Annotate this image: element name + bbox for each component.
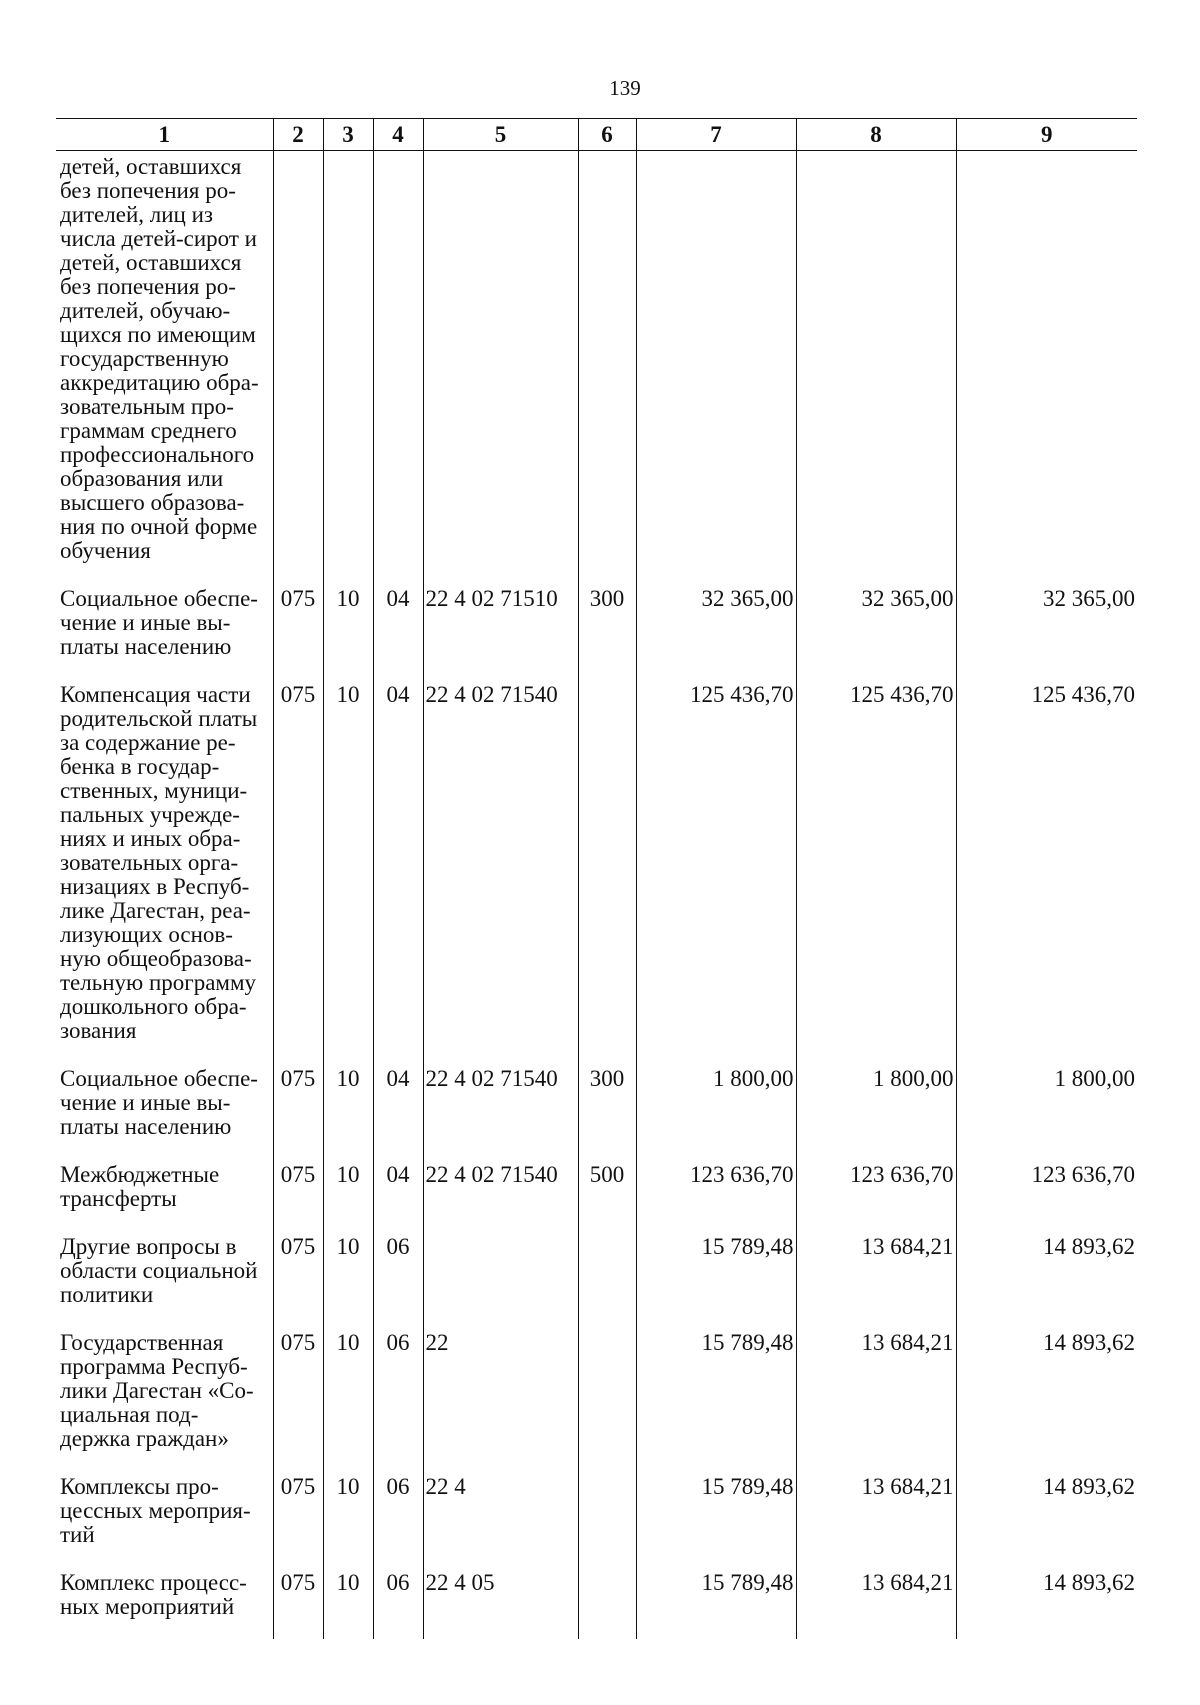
cell-subsection: 06 (373, 1471, 423, 1567)
cell-name-line: ных мероприятий (60, 1594, 235, 1619)
cell-name-line: обучения (60, 538, 151, 563)
cell-name-line: дителей, обучаю- (60, 298, 231, 323)
cell-name-line: Межбюджетные (60, 1162, 220, 1187)
cell-name-line: ния по очной форме (60, 514, 258, 539)
cell-expense-type (578, 679, 636, 1063)
cell-subsection: 06 (373, 1327, 423, 1471)
cell-amount-col7: 15 789,48 (636, 1471, 796, 1567)
cell-ministry-code: 075 (273, 679, 323, 1063)
cell-name-line: детей, оставшихся (60, 250, 242, 275)
cell-name-line: Комплекс процесс- (60, 1570, 247, 1595)
cell-target-article: 22 4 05 (423, 1567, 578, 1639)
cell-name-line: без попечения ро- (60, 178, 236, 203)
cell-amount-col8: 13 684,21 (796, 1327, 956, 1471)
cell-name-line: области социальной (60, 1258, 258, 1283)
cell-amount-col7 (636, 151, 796, 584)
cell-amount-col8 (796, 151, 956, 584)
cell-name-line: Государственная (60, 1330, 224, 1355)
cell-section: 10 (323, 1567, 373, 1639)
cell-name-line: зования (60, 1018, 137, 1043)
cell-expense-type (578, 151, 636, 584)
cell-name-line: дошкольного обра- (60, 994, 247, 1019)
cell-target-article: 22 (423, 1327, 578, 1471)
cell-name-line: зовательным про- (60, 394, 234, 419)
cell-subsection: 06 (373, 1567, 423, 1639)
cell-section: 10 (323, 583, 373, 679)
cell-section (323, 151, 373, 584)
page-number: 139 (609, 76, 641, 100)
cell-name-line: дителей, лиц из (60, 202, 214, 227)
cell-ministry-code: 075 (273, 1159, 323, 1231)
cell-amount-col9: 14 893,62 (956, 1471, 1137, 1567)
cell-name-line: тельную программу (60, 970, 257, 995)
cell-name-line: программа Респуб- (60, 1354, 248, 1379)
cell-amount-col7: 15 789,48 (636, 1567, 796, 1639)
table-row (56, 1231, 1137, 1327)
cell-amount-col7: 123 636,70 (636, 1159, 796, 1231)
table-row (56, 1567, 1137, 1639)
table-body (56, 151, 1137, 1640)
cell-name (56, 151, 273, 584)
col-header-8: 8 (796, 119, 956, 151)
cell-subsection: 04 (373, 1063, 423, 1159)
table-row (56, 679, 1137, 1063)
cell-name-line: политики (60, 1282, 154, 1307)
cell-expense-type: 500 (578, 1159, 636, 1231)
cell-target-article: 22 4 02 71540 (423, 1159, 578, 1231)
cell-target-article: 22 4 02 71540 (423, 1063, 578, 1159)
cell-name-line: профессионального (60, 442, 255, 467)
cell-subsection (373, 151, 423, 584)
cell-name-line: бенка в государ- (60, 754, 220, 779)
col-header-4: 4 (373, 119, 423, 151)
col-header-5: 5 (423, 119, 578, 151)
col-header-6: 6 (578, 119, 636, 151)
cell-name-line: за содержание ре- (60, 730, 236, 755)
cell-ministry-code: 075 (273, 1231, 323, 1327)
cell-name-line: Компенсация части (60, 682, 251, 707)
cell-name-line: тий (60, 1522, 95, 1547)
cell-name-line: Социальное обеспе- (60, 1066, 258, 1091)
cell-amount-col9: 1 800,00 (956, 1063, 1137, 1159)
cell-amount-col8: 32 365,00 (796, 583, 956, 679)
table-row (56, 1159, 1137, 1231)
cell-amount-col7: 1 800,00 (636, 1063, 796, 1159)
cell-name-line: лизующих основ- (60, 922, 233, 947)
cell-subsection: 06 (373, 1231, 423, 1327)
cell-section: 10 (323, 1159, 373, 1231)
cell-target-article: 22 4 02 71510 (423, 583, 578, 679)
cell-name-line: числа детей-сирот и (60, 226, 257, 251)
cell-name (56, 1567, 273, 1639)
cell-expense-type: 300 (578, 583, 636, 679)
cell-subsection: 04 (373, 679, 423, 1063)
cell-amount-col8: 13 684,21 (796, 1231, 956, 1327)
cell-name-line: чение и иные вы- (60, 1090, 231, 1115)
cell-name-line: Комплексы про- (60, 1474, 219, 1499)
col-header-7: 7 (636, 119, 796, 151)
cell-name-line: образования или (60, 466, 224, 491)
cell-amount-col8: 123 636,70 (796, 1159, 956, 1231)
cell-name-line: граммам среднего (60, 418, 237, 443)
cell-ministry-code: 075 (273, 1063, 323, 1159)
cell-name-line: ную общеобразова- (60, 946, 252, 971)
cell-target-article (423, 151, 578, 584)
cell-expense-type: 300 (578, 1063, 636, 1159)
budget-table (56, 118, 1137, 1639)
cell-name-line: ниях и иных обра- (60, 826, 241, 851)
cell-amount-col8: 13 684,21 (796, 1471, 956, 1567)
cell-name-line: низациях в Респуб- (60, 874, 250, 899)
cell-name-line: лики Дагестан «Со- (60, 1378, 254, 1403)
cell-name-line: родительской платы (60, 706, 258, 731)
cell-name-line: пальных учрежде- (60, 802, 240, 827)
cell-ministry-code: 075 (273, 1327, 323, 1471)
cell-name-line: платы населению (60, 634, 232, 659)
cell-amount-col7: 15 789,48 (636, 1327, 796, 1471)
cell-name-line: щихся по имеющим (60, 322, 256, 347)
cell-target-article (423, 1231, 578, 1327)
header-row (56, 119, 1137, 151)
cell-name-line: Другие вопросы в (60, 1234, 237, 1259)
cell-name-line: высшего образова- (60, 490, 245, 515)
col-header-1: 1 (56, 119, 273, 151)
cell-name (56, 1063, 273, 1159)
col-header-9: 9 (956, 119, 1137, 151)
cell-name-line: детей, оставшихся (60, 154, 242, 179)
col-header-3: 3 (323, 119, 373, 151)
cell-name (56, 583, 273, 679)
cell-section: 10 (323, 1063, 373, 1159)
cell-section: 10 (323, 1471, 373, 1567)
cell-name-line: лике Дагестан, реа- (60, 898, 251, 923)
cell-section: 10 (323, 1231, 373, 1327)
cell-name (56, 1327, 273, 1471)
cell-target-article: 22 4 02 71540 (423, 679, 578, 1063)
cell-name-line: платы населению (60, 1114, 232, 1139)
cell-expense-type (578, 1567, 636, 1639)
cell-name-line: чение и иные вы- (60, 610, 231, 635)
cell-name-line: аккредитацию обра- (60, 370, 259, 395)
cell-amount-col9: 14 893,62 (956, 1231, 1137, 1327)
cell-expense-type (578, 1327, 636, 1471)
cell-name-line: циальная под- (60, 1402, 199, 1427)
cell-amount-col9: 14 893,62 (956, 1567, 1137, 1639)
cell-amount-col7: 15 789,48 (636, 1231, 796, 1327)
cell-ministry-code: 075 (273, 1471, 323, 1567)
cell-ministry-code (273, 151, 323, 584)
cell-amount-col9 (956, 151, 1137, 584)
cell-section: 10 (323, 1327, 373, 1471)
col-header-2: 2 (273, 119, 323, 151)
cell-subsection: 04 (373, 583, 423, 679)
cell-name-line: ственных, муници- (60, 778, 248, 803)
cell-expense-type (578, 1231, 636, 1327)
cell-name-line: цессных мероприя- (60, 1498, 251, 1523)
cell-name-line: держка граждан» (60, 1426, 229, 1451)
cell-amount-col9: 125 436,70 (956, 679, 1137, 1063)
cell-name (56, 1471, 273, 1567)
cell-name-line: зовательных орга- (60, 850, 239, 875)
cell-name (56, 1231, 273, 1327)
cell-name (56, 679, 273, 1063)
cell-subsection: 04 (373, 1159, 423, 1231)
cell-amount-col7: 125 436,70 (636, 679, 796, 1063)
cell-amount-col9: 32 365,00 (956, 583, 1137, 679)
cell-section: 10 (323, 679, 373, 1063)
cell-name-line: трансферты (60, 1186, 177, 1211)
cell-amount-col8: 13 684,21 (796, 1567, 956, 1639)
cell-amount-col9: 123 636,70 (956, 1159, 1137, 1231)
table-row (56, 1327, 1137, 1471)
cell-amount-col7: 32 365,00 (636, 583, 796, 679)
table-row (56, 583, 1137, 679)
cell-expense-type (578, 1471, 636, 1567)
cell-amount-col8: 1 800,00 (796, 1063, 956, 1159)
cell-name-line: Социальное обеспе- (60, 586, 258, 611)
cell-target-article: 22 4 (423, 1471, 578, 1567)
cell-name-line: без попечения ро- (60, 274, 236, 299)
table-row (56, 1063, 1137, 1159)
table-row (56, 151, 1137, 584)
cell-ministry-code: 075 (273, 1567, 323, 1639)
table-row (56, 1471, 1137, 1567)
cell-amount-col9: 14 893,62 (956, 1327, 1137, 1471)
cell-ministry-code: 075 (273, 583, 323, 679)
cell-name-line: государственную (60, 346, 229, 371)
cell-amount-col8: 125 436,70 (796, 679, 956, 1063)
cell-name (56, 1159, 273, 1231)
